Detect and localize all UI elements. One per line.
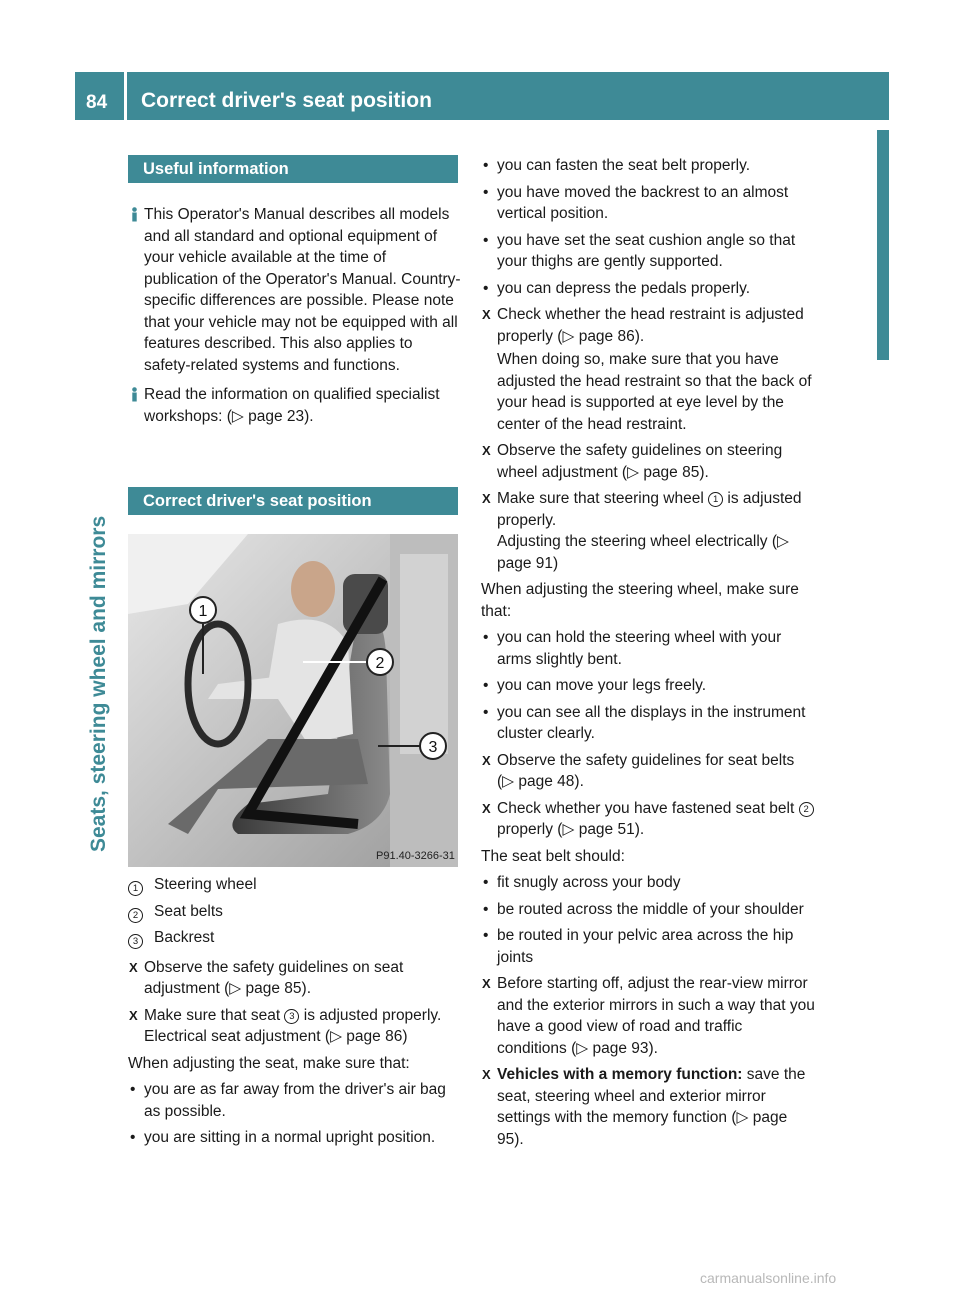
bullet-item: • you can see all the displays in the instrument cluster clearly. — [483, 703, 806, 742]
info-icon — [128, 387, 141, 402]
step-item: X Make sure that seat 3 is adjusted properly. — [129, 1006, 442, 1024]
bullet-item: • you can fasten the seat belt properly. — [483, 157, 751, 174]
step-item: X Observe the safety guidelines for seat belts (▷ page 48). — [482, 751, 795, 790]
bullet-item: • you can depress the pedals properly. — [483, 279, 751, 297]
paragraph: When adjusting the steering wheel, make sure that: — [481, 581, 799, 620]
svg-text:1: 1 — [198, 603, 208, 620]
right-column — [481, 155, 815, 1155]
bullet-item: • fit snugly across your body — [483, 874, 681, 891]
page-number: 84 — [86, 92, 108, 113]
figure-code: P91.40-3266-31 — [376, 850, 455, 862]
legend-item: 2 Seat belts — [128, 901, 462, 923]
bullet-item: • be routed across the middle of your shoulder — [483, 900, 804, 918]
bullet-item: • you can hold the steering wheel with your arms slightly bent. — [483, 629, 782, 668]
legend-item: 1 Steering wheel — [128, 874, 462, 896]
page-title: Correct driver's seat position — [141, 89, 432, 112]
svg-text:2: 2 — [375, 655, 385, 672]
seat-position-illustration — [128, 534, 458, 867]
info-note-manual: This Operator's Manual describes all models and all standard and optional equipment of your vehicle available at the time of publication of the Operator's Manual. Country-specific differences are possible. Please note that your vehicle may not be equipped with all features described. This also applies to safety-related systems and functions. — [128, 204, 462, 376]
bullet-item: • you have moved the backrest to an almost vertical position. — [483, 183, 789, 222]
step-item: X Observe the safety guidelines on steering wheel adjustment (▷ page 85). — [482, 442, 783, 481]
step-subtext: Electrical seat adjustment (▷ page 86) — [144, 1028, 408, 1045]
step-item: X Before starting off, adjust the rear-view mirror and the exterior mirrors in such a way that you have a good view of road and traffic conditions (▷ page 93). — [482, 975, 815, 1057]
step-item: X Vehicles with a memory function: save the seat, steering wheel and exterior mirror settings with the memory function (▷ page 95). — [482, 1066, 806, 1148]
section-heading: Correct driver's seat position — [128, 487, 458, 515]
left-column-lower — [128, 874, 462, 1154]
bullet-item: • you have set the seat cushion angle so that your thighs are gently supported. — [483, 231, 796, 270]
bullet-item: • be routed in your pelvic area across the hip joints — [483, 927, 794, 966]
paragraph: When adjusting the seat, make sure that: — [128, 1054, 410, 1072]
svg-text:3: 3 — [428, 739, 438, 756]
info-icon — [128, 207, 141, 222]
header-divider — [124, 72, 127, 120]
bullet-item: • you are sitting in a normal upright position. — [130, 1129, 436, 1146]
bullet-item: • you can move your legs freely. — [483, 677, 707, 694]
step-item: X Check whether the head restraint is adjusted properly (▷ page 86). — [482, 306, 804, 345]
step-subtext: When doing so, make sure that you have adjusted the head restraint so that the back of your head is supported at eye level by the center of the head restraint. — [497, 351, 812, 433]
step-item: X Make sure that steering wheel 1 is adjusted properly. — [482, 490, 802, 529]
legend-item: 3 Backrest — [128, 927, 462, 949]
watermark: carmanualsonline.info — [700, 1270, 837, 1286]
bullet-item: • you are as far away from the driver's air bag as possible. — [130, 1081, 446, 1120]
side-tab-marker — [877, 130, 889, 360]
step-item: X Observe the safety guidelines on seat adjustment (▷ page 85). — [129, 958, 404, 997]
useful-info-heading: Useful information — [128, 155, 458, 183]
step-subtext: Adjusting the steering wheel electrically (▷ page 91) — [497, 533, 789, 572]
left-column — [128, 204, 462, 435]
info-note-workshops: Read the information on qualified specialist workshops: (▷ page 23). — [128, 384, 462, 427]
paragraph: The seat belt should: — [481, 847, 625, 865]
step-item: X Check whether you have fastened seat belt 2 properly (▷ page 51). — [481, 798, 815, 841]
chapter-side-title: Seats, steering wheel and mirrors — [87, 515, 110, 852]
